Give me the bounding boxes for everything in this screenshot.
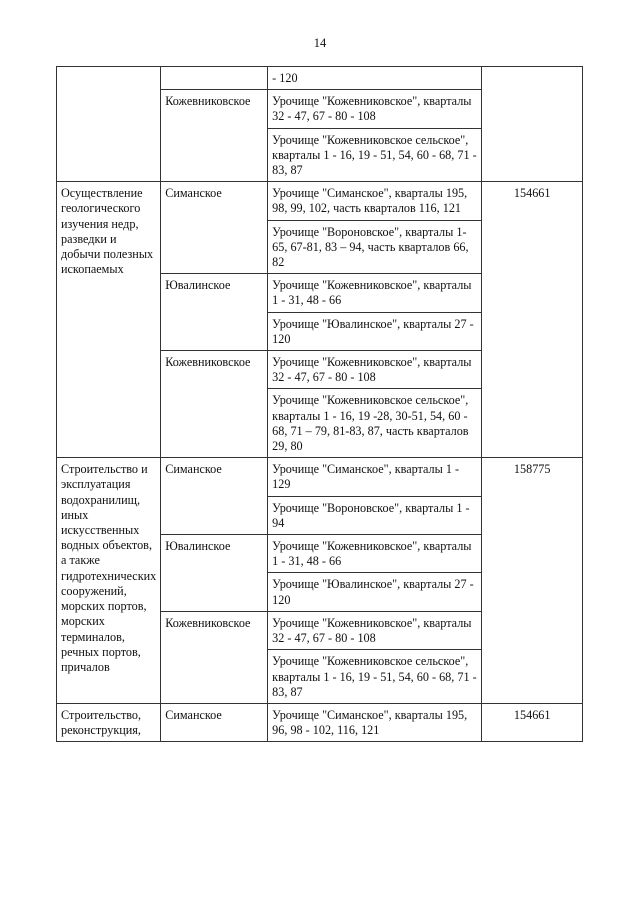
tract-cell: Урочище "Ювалинское", кварталы 27 - 120 — [268, 312, 482, 350]
table-body — [57, 67, 583, 742]
forestry-cell: Симанское — [161, 458, 268, 535]
tract-cell: Урочище "Вороновское", кварталы 1-65, 67-81, 83 – 94, часть кварталов 66, 82 — [268, 220, 482, 274]
area-cell: 154661 — [482, 182, 583, 458]
forestry-cell: Кожевниковское — [161, 351, 268, 458]
tract-cell: Урочище "Кожевниковское сельское", кварталы 1 - 16, 19 -28, 30-51, 54, 60 - 68, 71 – 79, 81-83, 87, часть кварталов 29, 80 — [268, 389, 482, 458]
activity-cell — [57, 67, 161, 182]
area-cell: 158775 — [482, 458, 583, 704]
tract-cell: Урочище "Кожевниковское сельское", кварталы 1 - 16, 19 - 51, 54, 60 - 68, 71 - 83, 87 — [268, 128, 482, 182]
tract-cell: Урочище "Кожевниковское", кварталы 32 - 47, 67 - 80 - 108 — [268, 90, 482, 128]
forestry-cell: Кожевниковское — [161, 90, 268, 182]
area-cell — [482, 67, 583, 182]
forest-use-table — [56, 66, 583, 742]
tract-cell: Урочище "Вороновское", кварталы 1 - 94 — [268, 496, 482, 534]
forestry-cell: Ювалинское — [161, 274, 268, 351]
table-row — [57, 182, 583, 220]
forestry-cell: Ювалинское — [161, 535, 268, 612]
tract-cell: Урочище "Кожевниковское", кварталы 32 - 47, 67 - 80 - 108 — [268, 351, 482, 389]
tract-cell: Урочище "Ювалинское", кварталы 27 - 120 — [268, 573, 482, 611]
tract-cell: Урочище "Кожевниковское сельское", кварталы 1 - 16, 19 - 51, 54, 60 - 68, 71 - 83, 87 — [268, 650, 482, 704]
table-row — [57, 67, 583, 90]
tract-cell: Урочище "Симанское", кварталы 195, 98, 99, 102, часть кварталов 116, 121 — [268, 182, 482, 220]
tract-cell: - 120 — [268, 67, 482, 90]
table-row — [57, 703, 583, 741]
table-row — [57, 458, 583, 496]
forestry-cell: Симанское — [161, 182, 268, 274]
tract-cell: Урочище "Кожевниковское", кварталы 1 - 31, 48 - 66 — [268, 274, 482, 312]
forestry-cell — [161, 67, 268, 90]
forestry-cell: Симанское — [161, 703, 268, 741]
tract-cell: Урочище "Кожевниковское", кварталы 32 - 47, 67 - 80 - 108 — [268, 611, 482, 649]
activity-cell: Строительство, реконструкция, — [57, 703, 161, 741]
tract-cell: Урочище "Симанское", кварталы 1 - 129 — [268, 458, 482, 496]
area-cell: 154661 — [482, 703, 583, 741]
tract-cell: Урочище "Кожевниковское", кварталы 1 - 31, 48 - 66 — [268, 535, 482, 573]
forestry-cell: Кожевниковское — [161, 611, 268, 703]
activity-cell: Строительство и эксплуатация водохранилищ, иных искусственных водных объектов, а также гидротехнических сооружений, морских портов, морских терминалов, речных портов, причалов — [57, 458, 161, 704]
page-number: 14 — [313, 36, 327, 50]
tract-cell: Урочище "Симанское", кварталы 195, 96, 98 - 102, 116, 121 — [268, 703, 482, 741]
activity-cell: Осуществление геологического изучения недр, разведки и добычи полезных ископаемых — [57, 182, 161, 458]
